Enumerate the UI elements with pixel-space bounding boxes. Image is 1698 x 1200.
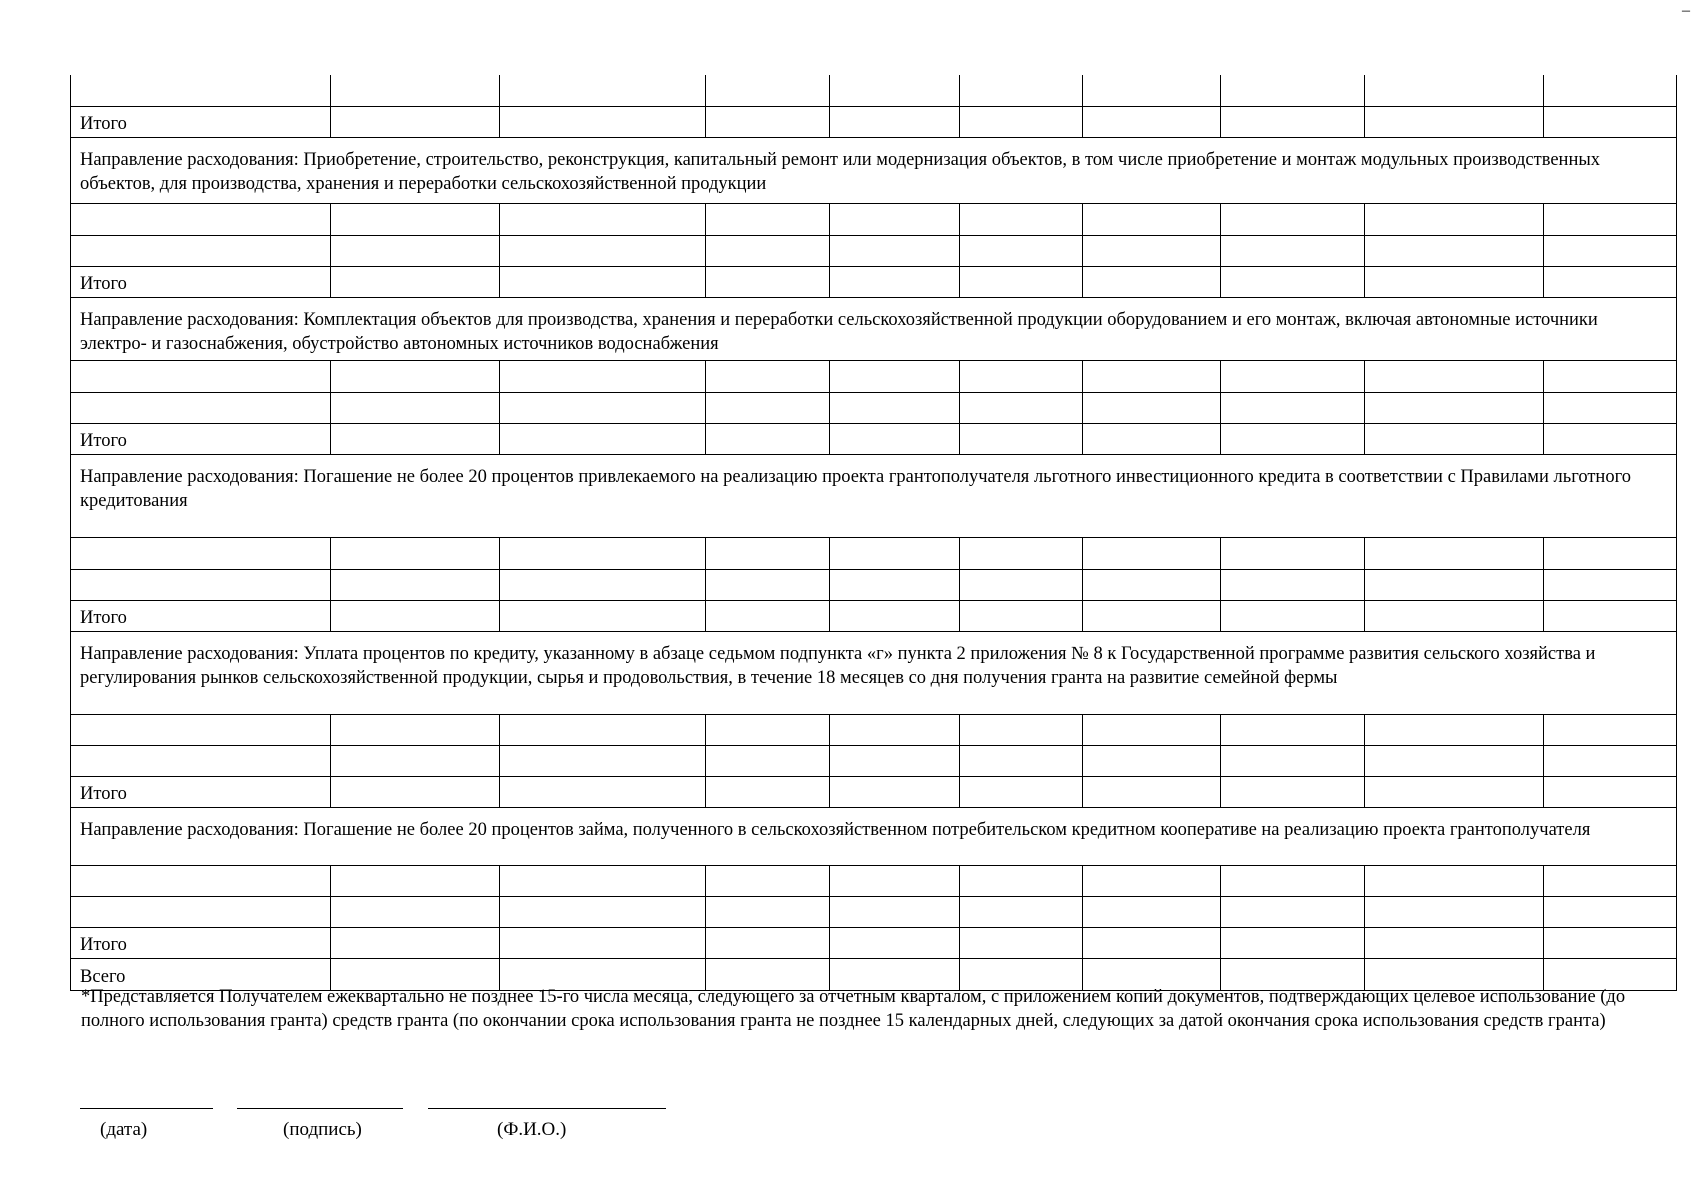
table-row <box>71 235 1677 266</box>
table-cell[interactable] <box>960 360 1083 392</box>
table-cell[interactable] <box>960 896 1083 927</box>
section-title: Направление расходования: Приобретение, строительство, реконструкция, капитальный ремонт или модернизация объектов, в том числе приобретение и монтаж модульных производственных объектов, для производства, хранения и переработки сельскохозяйственной продукции <box>71 137 1677 203</box>
table-cell[interactable] <box>71 235 331 266</box>
table-cell[interactable] <box>1083 714 1221 745</box>
table-cell[interactable] <box>1083 927 1221 958</box>
table-cell[interactable] <box>1365 776 1544 807</box>
section-title: Направление расходования: Погашение не более 20 процентов займа, полученного в сельскохозяйственном потребительском кредитном кооперативе на реализацию проекта грантополучателя <box>71 807 1677 865</box>
table-cell[interactable] <box>1365 714 1544 745</box>
table-cell[interactable] <box>1221 360 1365 392</box>
table-cell[interactable] <box>500 745 706 776</box>
itogo-label: Итого <box>71 266 331 297</box>
table-row <box>71 360 1677 392</box>
table-cell[interactable] <box>960 423 1083 454</box>
table-cell[interactable] <box>500 714 706 745</box>
table-cell[interactable] <box>830 266 960 297</box>
table-cell[interactable] <box>1221 235 1365 266</box>
table-cell[interactable] <box>71 75 331 106</box>
table-cell[interactable] <box>331 360 500 392</box>
table-cell[interactable] <box>1221 776 1365 807</box>
table-cell[interactable] <box>706 569 830 600</box>
table-cell[interactable] <box>960 927 1083 958</box>
table-cell[interactable] <box>960 266 1083 297</box>
table-cell[interactable] <box>500 106 706 137</box>
table-cell[interactable] <box>331 235 500 266</box>
table-cell[interactable] <box>960 865 1083 896</box>
table-cell[interactable] <box>960 745 1083 776</box>
table-row <box>71 569 1677 600</box>
table-cell[interactable] <box>960 106 1083 137</box>
table-cell[interactable] <box>1083 235 1221 266</box>
itogo-row <box>71 266 1677 297</box>
table-cell[interactable] <box>1083 569 1221 600</box>
table-cell[interactable] <box>830 106 960 137</box>
table-cell[interactable] <box>706 600 830 631</box>
table-cell[interactable] <box>500 865 706 896</box>
table-cell[interactable] <box>1221 392 1365 423</box>
itogo-label: Итого <box>71 776 331 807</box>
table-cell[interactable] <box>1221 75 1365 106</box>
section-header-row <box>71 807 1677 865</box>
itogo-label: Итого <box>71 927 331 958</box>
table-cell[interactable] <box>331 537 500 569</box>
table-cell[interactable] <box>1365 927 1544 958</box>
table-row <box>71 203 1677 235</box>
table-row <box>71 865 1677 896</box>
table-cell[interactable] <box>830 235 960 266</box>
table-cell[interactable] <box>1365 235 1544 266</box>
table-cell[interactable] <box>500 927 706 958</box>
table-cell[interactable] <box>71 569 331 600</box>
name-label: (Ф.И.О.) <box>497 1119 567 1140</box>
table-cell[interactable] <box>1083 745 1221 776</box>
table-cell[interactable] <box>331 392 500 423</box>
table-cell[interactable] <box>71 392 331 423</box>
table-cell[interactable] <box>1221 865 1365 896</box>
table-cell[interactable] <box>960 392 1083 423</box>
table-cell[interactable] <box>71 203 331 235</box>
table-cell[interactable] <box>500 235 706 266</box>
table-cell[interactable] <box>1221 423 1365 454</box>
section-title: Направление расходования: Комплектация объектов для производства, хранения и переработки сельскохозяйственной продукции оборудованием и его монтаж, включая автономные источники электро- и газоснабжения, обустройство автономных источников водоснабжения <box>71 297 1677 360</box>
table-cell[interactable] <box>706 865 830 896</box>
table-cell[interactable] <box>1544 776 1677 807</box>
table-cell[interactable] <box>960 714 1083 745</box>
section-title: Направление расходования: Погашение не более 20 процентов привлекаемого на реализацию проекта грантополучателя льготного инвестиционного кредита в соответствии с Правилами льготного кредитования <box>71 454 1677 537</box>
table-cell[interactable] <box>1365 423 1544 454</box>
table-cell[interactable] <box>830 360 960 392</box>
table-cell[interactable] <box>830 714 960 745</box>
table-cell[interactable] <box>960 235 1083 266</box>
section-header-row <box>71 454 1677 537</box>
table-cell[interactable] <box>706 75 830 106</box>
table-cell[interactable] <box>1365 537 1544 569</box>
table-cell[interactable] <box>71 745 331 776</box>
table-cell[interactable] <box>500 266 706 297</box>
table-cell[interactable] <box>960 600 1083 631</box>
table-cell[interactable] <box>331 106 500 137</box>
name-line[interactable] <box>428 1108 666 1109</box>
table-cell[interactable] <box>960 776 1083 807</box>
table-cell[interactable] <box>331 714 500 745</box>
table-cell[interactable] <box>1544 714 1677 745</box>
table-cell[interactable] <box>1365 360 1544 392</box>
table-cell[interactable] <box>706 896 830 927</box>
table-cell[interactable] <box>1365 106 1544 137</box>
table-cell[interactable] <box>1221 745 1365 776</box>
section-header-row <box>71 137 1677 203</box>
table-cell[interactable] <box>960 569 1083 600</box>
table-cell[interactable] <box>830 927 960 958</box>
table-cell[interactable] <box>500 776 706 807</box>
table-cell[interactable] <box>331 896 500 927</box>
itogo-row <box>71 600 1677 631</box>
table-cell[interactable] <box>830 600 960 631</box>
itogo-label: Итого <box>71 106 331 137</box>
table-cell[interactable] <box>331 776 500 807</box>
corner-mark: – <box>1682 2 1690 19</box>
signature-label: (подпись) <box>283 1119 362 1140</box>
table-cell[interactable] <box>1221 266 1365 297</box>
table-cell[interactable] <box>1083 360 1221 392</box>
table-cell[interactable] <box>71 865 331 896</box>
expense-report-table <box>70 75 1677 991</box>
table-cell[interactable] <box>706 423 830 454</box>
table-cell[interactable] <box>830 392 960 423</box>
table-cell[interactable] <box>1221 537 1365 569</box>
itogo-row <box>71 927 1677 958</box>
table-cell[interactable] <box>1365 392 1544 423</box>
table-cell[interactable] <box>830 865 960 896</box>
table-cell[interactable] <box>71 896 331 927</box>
table-cell[interactable] <box>1221 203 1365 235</box>
table-cell[interactable] <box>1365 569 1544 600</box>
table-cell[interactable] <box>706 537 830 569</box>
table-cell[interactable] <box>500 600 706 631</box>
itogo-row <box>71 776 1677 807</box>
table-cell[interactable] <box>331 569 500 600</box>
table-cell[interactable] <box>1365 75 1544 106</box>
table-cell[interactable] <box>331 266 500 297</box>
table-cell[interactable] <box>1544 865 1677 896</box>
table-cell[interactable] <box>830 203 960 235</box>
table-cell[interactable] <box>331 927 500 958</box>
table-cell[interactable] <box>960 75 1083 106</box>
table-cell[interactable] <box>1221 896 1365 927</box>
table-row <box>71 745 1677 776</box>
table-cell[interactable] <box>1083 106 1221 137</box>
table-cell[interactable] <box>1365 266 1544 297</box>
table-cell[interactable] <box>500 569 706 600</box>
table-cell[interactable] <box>1544 360 1677 392</box>
table-cell[interactable] <box>1083 896 1221 927</box>
table-cell[interactable] <box>1083 392 1221 423</box>
table-cell[interactable] <box>1221 600 1365 631</box>
table-cell[interactable] <box>1544 600 1677 631</box>
table-cell[interactable] <box>331 75 500 106</box>
date-label: (дата) <box>100 1119 148 1140</box>
table-cell[interactable] <box>706 266 830 297</box>
table-cell[interactable] <box>1544 235 1677 266</box>
table-cell[interactable] <box>960 537 1083 569</box>
table-cell[interactable] <box>706 776 830 807</box>
table-cell[interactable] <box>1544 423 1677 454</box>
table-cell[interactable] <box>1544 203 1677 235</box>
table-cell[interactable] <box>500 203 706 235</box>
table-row <box>71 75 1677 106</box>
table-cell[interactable] <box>1544 266 1677 297</box>
table-cell[interactable] <box>331 423 500 454</box>
table-cell[interactable] <box>71 714 331 745</box>
table-cell[interactable] <box>1544 896 1677 927</box>
table-cell[interactable] <box>331 203 500 235</box>
section-title: Направление расходования: Уплата процентов по кредиту, указанному в абзаце седьмом подпункта «г» пункта 2 приложения № 8 к Государственной программе развития сельского хозяйства и регулирования рынков сельскохозяйственной продукции, сырья и продовольствия, в течение 18 месяцев со дня получения гранта на развитие семейной фермы <box>71 631 1677 714</box>
table-cell[interactable] <box>500 537 706 569</box>
table-cell[interactable] <box>1544 106 1677 137</box>
table-cell[interactable] <box>1365 865 1544 896</box>
table-cell[interactable] <box>1083 865 1221 896</box>
section-header-row <box>71 297 1677 360</box>
table-cell[interactable] <box>1365 600 1544 631</box>
table-cell[interactable] <box>1544 569 1677 600</box>
table-cell[interactable] <box>1221 714 1365 745</box>
table-cell[interactable] <box>331 600 500 631</box>
table-cell[interactable] <box>706 106 830 137</box>
table-cell[interactable] <box>830 896 960 927</box>
table-cell[interactable] <box>1221 569 1365 600</box>
table-cell[interactable] <box>830 75 960 106</box>
table-cell[interactable] <box>1544 392 1677 423</box>
table-row <box>71 537 1677 569</box>
table-cell[interactable] <box>71 537 331 569</box>
table-cell[interactable] <box>331 745 500 776</box>
table-row <box>71 896 1677 927</box>
section-header-row <box>71 631 1677 714</box>
table-cell[interactable] <box>830 745 960 776</box>
itogo-label: Итого <box>71 423 331 454</box>
table-cell[interactable] <box>830 537 960 569</box>
date-line[interactable] <box>80 1108 213 1109</box>
table-cell[interactable] <box>1365 745 1544 776</box>
table-cell[interactable] <box>500 896 706 927</box>
table-cell[interactable] <box>830 569 960 600</box>
table-cell[interactable] <box>706 714 830 745</box>
table-cell[interactable] <box>706 203 830 235</box>
table-row <box>71 714 1677 745</box>
table-cell[interactable] <box>1083 266 1221 297</box>
table-cell[interactable] <box>706 392 830 423</box>
table-cell[interactable] <box>1083 600 1221 631</box>
table-cell[interactable] <box>1083 203 1221 235</box>
table-cell[interactable] <box>1221 927 1365 958</box>
table-cell[interactable] <box>1544 75 1677 106</box>
table-cell[interactable] <box>706 360 830 392</box>
table-cell[interactable] <box>960 203 1083 235</box>
table-cell[interactable] <box>1083 423 1221 454</box>
footnote: *Представляется Получателем ежеквартально не позднее 15-го числа месяца, следующего за отчетным кварталом, с приложением копий документов, подтверждающих целевое использование (до полного использования гранта) средств гранта (по окончании срока использования гранта не позднее 15 календарных дней, следующих за датой окончания срока использования средств гранта) <box>81 987 1626 1031</box>
table-cell[interactable] <box>500 75 706 106</box>
signature-line[interactable] <box>237 1108 403 1109</box>
vsego-label: Всего <box>71 958 331 990</box>
table-cell[interactable] <box>1083 75 1221 106</box>
table-cell[interactable] <box>1544 745 1677 776</box>
table-cell[interactable] <box>1083 776 1221 807</box>
table-cell[interactable] <box>1365 203 1544 235</box>
table-row <box>71 392 1677 423</box>
table-cell[interactable] <box>331 865 500 896</box>
table-cell[interactable] <box>1221 106 1365 137</box>
table-cell[interactable] <box>71 360 331 392</box>
table-cell[interactable] <box>500 392 706 423</box>
table-cell[interactable] <box>500 423 706 454</box>
table-cell[interactable] <box>1544 927 1677 958</box>
table-cell[interactable] <box>706 745 830 776</box>
table-cell[interactable] <box>830 776 960 807</box>
table-cell[interactable] <box>500 360 706 392</box>
table-cell[interactable] <box>1544 537 1677 569</box>
table-cell[interactable] <box>1365 896 1544 927</box>
itogo-label: Итого <box>71 600 331 631</box>
table-cell[interactable] <box>706 927 830 958</box>
table-cell[interactable] <box>830 423 960 454</box>
table-cell[interactable] <box>1083 537 1221 569</box>
table-cell[interactable] <box>706 235 830 266</box>
itogo-row <box>71 423 1677 454</box>
itogo-row <box>71 106 1677 137</box>
